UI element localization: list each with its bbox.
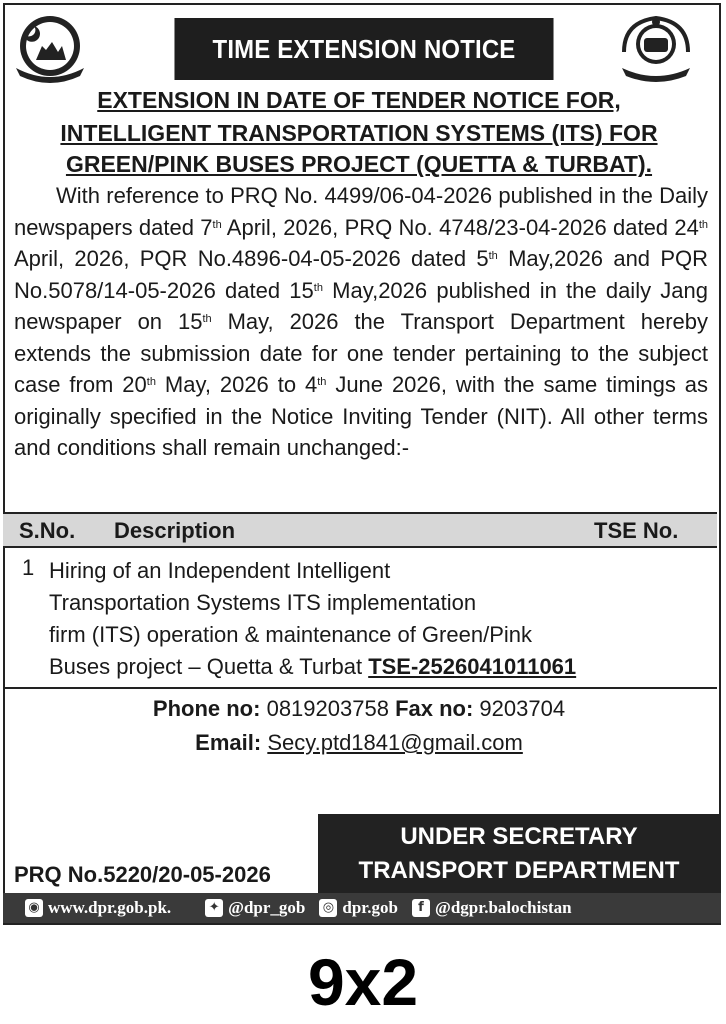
table-row <box>3 553 717 685</box>
globe-icon: ◉ <box>25 899 43 917</box>
phone-fax-line: Phone no: 0819203758 Fax no: 9203704 <box>152 696 566 721</box>
balochistan-emblem-icon <box>10 8 90 88</box>
header-sno: S.No. <box>19 518 76 543</box>
facebook-handle[interactable]: @dgpr.balochistan <box>435 898 572 917</box>
website-link[interactable]: www.dpr.gob.pk. <box>48 898 172 917</box>
table-divider <box>3 687 717 689</box>
header-tse: TSE No. <box>594 518 679 543</box>
prq-number: PRQ No.5220/20-05-2026 <box>14 862 271 887</box>
instagram-handle[interactable]: dpr.gob <box>342 898 398 917</box>
email-link[interactable]: Secy.ptd1841@gmail.com <box>267 730 523 755</box>
fax-number: 9203704 <box>479 696 566 721</box>
instagram-icon: ◎ <box>319 899 337 917</box>
subject-line-1: EXTENSION IN DATE OF TENDER NOTICE FOR, <box>97 87 621 113</box>
twitter-icon: ✦ <box>205 899 223 917</box>
header-description: Description <box>114 518 236 543</box>
subject-line-2: INTELLIGENT TRANSPORTATION SYSTEMS (ITS) FOR <box>60 120 658 146</box>
transport-emblem-icon <box>616 8 696 88</box>
subject-line-3: GREEN/PINK BUSES PROJECT (QUETTA & TURBAT). <box>65 151 653 177</box>
row-sno: 1 <box>22 555 35 580</box>
signature-block: UNDER SECRETARY TRANSPORT DEPARTMENT <box>318 814 720 898</box>
table-header <box>3 512 717 548</box>
row-tse-number: TSE-2526041011061 <box>368 654 577 679</box>
email-line: Email: Secy.ptd1841@gmail.com <box>195 730 523 755</box>
facebook-icon: f <box>412 899 430 917</box>
phone-number: 0819203758 <box>266 696 389 721</box>
twitter-handle[interactable]: @dpr_gob <box>228 898 306 917</box>
row-description: Hiring of an Independent Intelligent Transportation Systems ITS implementation firm (ITS) operation & maintenance of Green/Pink Buses project – Quetta & Turbat TSE-2526041011061 <box>49 558 577 679</box>
notice-body: With reference to PRQ No. 4499/06-04-2026 published in the Daily newspapers dated 7th April, 2026, PRQ No. 4748/23-04-2026 dated 24th April, 2026, PQR No.4896-04-05-2026 dated 5th May,2026 and PQR No.5078/14-05-2026 dated 15th May,2026 published in the daily Jang newspaper on 15th May, 2026 the Transport Department hereby extends the submission date for one tender pertaining to the subject case from 20th May, 2026 to 4th June 2026, with the same timings as originally specified in the Notice Inviting Tender (NIT). All other terms and conditions shall remain unchanged:- <box>14 183 709 460</box>
notice-title-banner: TIME EXTENSION NOTICE <box>174 18 553 80</box>
ad-size-label: 9x2 <box>307 945 419 1019</box>
footer-bar <box>3 893 721 923</box>
